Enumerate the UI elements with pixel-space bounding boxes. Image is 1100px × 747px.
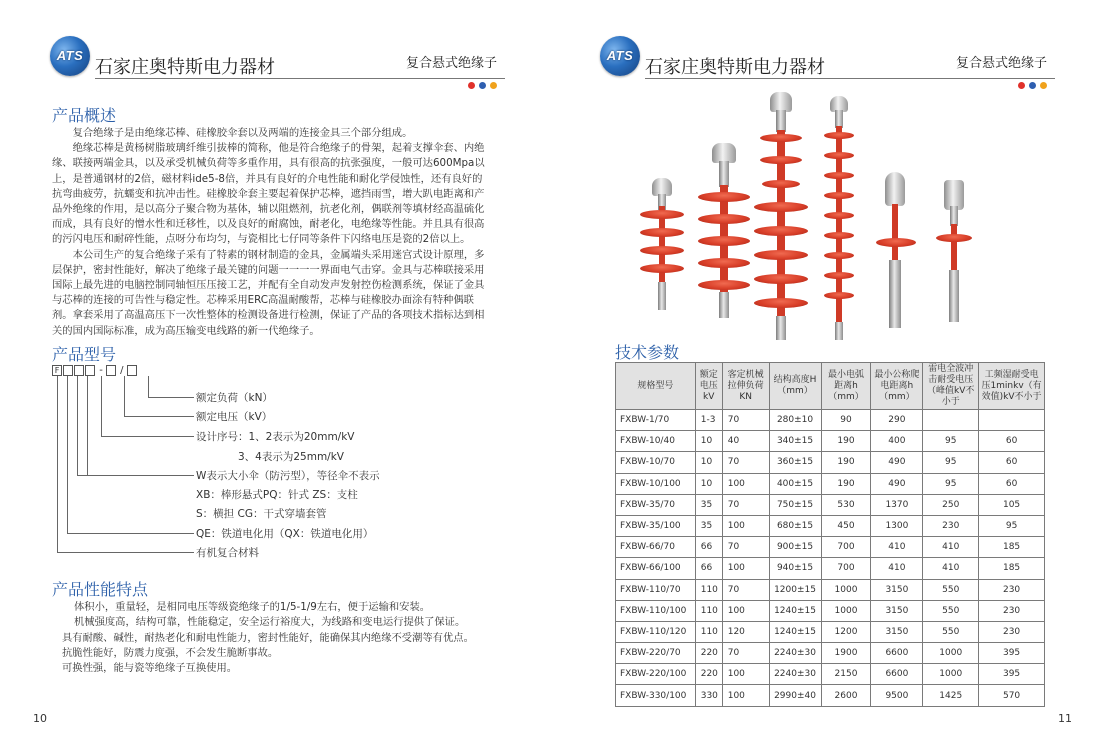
- cell-creepage: 410: [871, 558, 923, 579]
- cell-arc: 700: [821, 537, 871, 558]
- table-row: [616, 431, 1045, 452]
- model-code-separator: /: [120, 365, 124, 376]
- cell-voltage: 110: [695, 600, 722, 621]
- cell-lightning: 95: [923, 473, 979, 494]
- insulator-shed: [754, 202, 808, 212]
- red-dot-icon: [1018, 82, 1025, 89]
- cell-arc: 1000: [821, 579, 871, 600]
- cell-arc: 450: [821, 515, 871, 536]
- insulator-shed: [936, 234, 972, 242]
- cell-model: FXBW-220/100: [616, 664, 696, 685]
- cell-height: 680±15: [769, 515, 821, 536]
- cell-model: FXBW-35/70: [616, 494, 696, 515]
- cell-load: 70: [722, 452, 769, 473]
- cell-height: 2990±40: [769, 685, 821, 706]
- cell-model: FXBW-35/100: [616, 515, 696, 536]
- cell-height: 2240±30: [769, 664, 821, 685]
- cell-arc: 1200: [821, 621, 871, 642]
- table-row: [616, 473, 1045, 494]
- blue-dot-icon: [1029, 82, 1036, 89]
- insulator-shed: [824, 152, 854, 159]
- overview-title: 产品概述: [52, 106, 117, 125]
- insulator-shed: [754, 226, 808, 236]
- insulator-shed: [762, 180, 800, 188]
- right-header: [600, 36, 1055, 80]
- cell-model: FXBW-66/70: [616, 537, 696, 558]
- insulator-end-fitting: [949, 270, 959, 322]
- cell-arc: 190: [821, 473, 871, 494]
- model-line-type-2: S：横担 CG：干式穿墙套管: [196, 508, 327, 520]
- insulator-end-fitting: [776, 316, 786, 340]
- model-code-separator: -: [99, 365, 103, 376]
- cell-wet: 60: [979, 452, 1045, 473]
- table-row: [616, 600, 1045, 621]
- feature-item: 具有耐酸、碱性，耐热老化和耐电性能力，密封性能好，能确保其内绝缘不受潮等有优点。: [62, 631, 474, 644]
- cell-lightning: 95: [923, 431, 979, 452]
- model-line-shed: W表示大小伞（防污型），等径伞不表示: [196, 470, 380, 482]
- insulator-shed: [640, 264, 684, 273]
- cell-model: FXBW-110/70: [616, 579, 696, 600]
- cell-load: 100: [722, 600, 769, 621]
- cell-wet: 230: [979, 579, 1045, 600]
- cell-load: 70: [722, 494, 769, 515]
- blue-dot-icon: [479, 82, 486, 89]
- cell-wet: 230: [979, 621, 1045, 642]
- cell-height: 900±15: [769, 537, 821, 558]
- cell-lightning: [923, 410, 979, 431]
- model-title: 产品型号: [52, 345, 117, 364]
- model-box: [106, 365, 116, 376]
- table-row: [616, 515, 1045, 536]
- cell-load: 40: [722, 431, 769, 452]
- insulator-shed: [754, 250, 808, 260]
- insulator-cap: [712, 143, 736, 163]
- cell-creepage: 3150: [871, 600, 923, 621]
- insulator-shed: [760, 134, 802, 142]
- table-row: [616, 452, 1045, 473]
- model-box: [85, 365, 95, 376]
- insulator-shed: [698, 280, 750, 290]
- cell-creepage: 9500: [871, 685, 923, 706]
- spec-table-body: [616, 410, 1045, 707]
- cell-creepage: 3150: [871, 579, 923, 600]
- cell-lightning: 550: [923, 621, 979, 642]
- cell-load: 70: [722, 579, 769, 600]
- table-header-row: [616, 363, 1045, 410]
- cell-voltage: 35: [695, 515, 722, 536]
- insulator-shed: [754, 274, 808, 284]
- cell-voltage: 66: [695, 537, 722, 558]
- cell-wet: 395: [979, 664, 1045, 685]
- cell-creepage: 6600: [871, 664, 923, 685]
- insulator-shed: [876, 238, 916, 247]
- cell-arc: 1000: [821, 600, 871, 621]
- logo-text: ATS: [606, 48, 634, 63]
- cell-load: 70: [722, 643, 769, 664]
- cell-lightning: 1000: [923, 664, 979, 685]
- cell-wet: 60: [979, 431, 1045, 452]
- header-wet: 工频湿耐受电压1minkv（有效值)kV不小于: [979, 363, 1045, 410]
- feature-item: 体积小，重量轻，是相同电压等级瓷绝缘子的1/5-1/9左右，便于运输和安装。: [74, 601, 431, 613]
- cell-creepage: 290: [871, 410, 923, 431]
- logo-text: ATS: [56, 48, 84, 63]
- cell-height: 940±15: [769, 558, 821, 579]
- orange-dot-icon: [1040, 82, 1047, 89]
- company-name: 石家庄奥特斯电力器材: [645, 57, 825, 78]
- cell-model: FXBW-66/100: [616, 558, 696, 579]
- insulator-end-fitting: [835, 322, 843, 340]
- cell-height: 340±15: [769, 431, 821, 452]
- cell-creepage: 1370: [871, 494, 923, 515]
- ats-globe-logo-icon: [600, 36, 640, 76]
- cell-wet: 60: [979, 473, 1045, 494]
- cell-voltage: 66: [695, 558, 722, 579]
- company-name: 石家庄奥特斯电力器材: [95, 57, 275, 78]
- overview-paragraph-2: 绝缘芯棒是黄杨树脂玻璃纤维引拔棒的简称，他是符合绝缘子的骨架，起着支撑伞套、内绝缘、联接两端金具，以及承受机械负荷等多重作用，具有很高的抗张强度，一般可达600Mpa以上，是普通钢材的2倍，磁材料ide5-8倍，并具有良好的介电性能和耐化学侵蚀性，还有良好的抗弯曲疲劳，抗蠕变和抗冲击性。硅橡胶伞套主要起着保护芯棒，遮挡雨雪，增大趴电距离和产品外绝缘的作用，是以高分子聚合物为基体，辅以阻燃剂，抗老化剂，偶联剂等填材经高温硫化而成，具有良好的憎水性和迁移性，以及良好的耐腐蚀，耐老化，电绝缘等性能。并且具有很高的污闪电压和耐碎性能，点呀分布均匀，与瓷相比七仔同等条件下闪络电压是瓷的2倍以上。: [52, 142, 485, 246]
- cell-voltage: 110: [695, 621, 722, 642]
- cell-model: FXBW-10/70: [616, 452, 696, 473]
- cell-lightning: 550: [923, 600, 979, 621]
- header-creepage: 最小公称爬电距离h（mm）: [871, 363, 923, 410]
- cell-creepage: 1300: [871, 515, 923, 536]
- leader-line: [148, 376, 194, 398]
- red-dot-icon: [468, 82, 475, 89]
- ats-globe-logo-icon: [50, 36, 90, 76]
- spec-table: [615, 362, 1045, 707]
- table-row: [616, 579, 1045, 600]
- model-code: [52, 365, 138, 377]
- model-box: [63, 365, 73, 376]
- cell-load: 120: [722, 621, 769, 642]
- cell-model: FXBW-220/70: [616, 643, 696, 664]
- features-list: [62, 600, 502, 676]
- cell-height: 360±15: [769, 452, 821, 473]
- insulator-shed: [698, 236, 750, 246]
- cell-lightning: 410: [923, 558, 979, 579]
- insulator-end-fitting: [719, 161, 729, 187]
- cell-arc: 90: [821, 410, 871, 431]
- cell-height: 400±15: [769, 473, 821, 494]
- cell-wet: 185: [979, 537, 1045, 558]
- insulator-end-fitting: [658, 282, 666, 310]
- model-line-design-1: 设计序号：1、2表示为20mm/kV: [196, 431, 355, 443]
- cell-arc: 1900: [821, 643, 871, 664]
- cell-voltage: 1-3: [695, 410, 722, 431]
- cell-lightning: 95: [923, 452, 979, 473]
- model-line-load: 额定负荷（kN）: [196, 392, 273, 404]
- model-line-type-1: XB：棒形悬式PQ：针式 ZS：支柱: [196, 489, 358, 501]
- cell-height: 1240±15: [769, 621, 821, 642]
- header-divider: [645, 78, 1055, 79]
- cell-height: 1200±15: [769, 579, 821, 600]
- model-line-design-2: 3、4表示为25mm/kV: [238, 451, 344, 463]
- insulator-cap: [770, 92, 792, 112]
- features-title: 产品性能特点: [52, 580, 149, 599]
- table-row: [616, 664, 1045, 685]
- model-line-voltage: 额定电压（kV）: [196, 411, 273, 423]
- header-divider: [95, 78, 505, 79]
- table-row: [616, 685, 1045, 706]
- cell-height: 2240±30: [769, 643, 821, 664]
- cell-load: 100: [722, 515, 769, 536]
- header-arc: 最小电弧距离h（mm）: [821, 363, 871, 410]
- cell-load: 70: [722, 537, 769, 558]
- model-code-letter: F: [52, 365, 62, 376]
- model-box: [127, 365, 137, 376]
- cell-creepage: 3150: [871, 621, 923, 642]
- cell-model: FXBW-10/100: [616, 473, 696, 494]
- cell-wet: 570: [979, 685, 1045, 706]
- cell-lightning: 550: [923, 579, 979, 600]
- page-number: 10: [33, 712, 47, 725]
- header-lightning: 雷电全波冲击耐受电压（峰值kV不小于: [923, 363, 979, 410]
- cell-arc: 2150: [821, 664, 871, 685]
- model-line-material: 有机复合材料: [196, 547, 259, 559]
- overview-paragraph-1: 复合绝缘子是由绝缘芯棒、硅橡胶伞套以及两端的连接金具三个部分组成。: [72, 127, 413, 139]
- cell-wet: 230: [979, 600, 1045, 621]
- insulator-shed: [640, 246, 684, 255]
- cell-creepage: 410: [871, 537, 923, 558]
- cell-voltage: 330: [695, 685, 722, 706]
- page-number: 11: [1058, 712, 1072, 725]
- feature-item: 可换性强，能与瓷等绝缘子互换使用。: [62, 662, 238, 675]
- cell-height: 1240±15: [769, 600, 821, 621]
- insulator-shed: [824, 232, 854, 239]
- table-row: [616, 494, 1045, 515]
- insulator-shed: [640, 228, 684, 237]
- header-height: 结构高度H（mm）: [769, 363, 821, 410]
- cell-load: 100: [722, 473, 769, 494]
- cell-voltage: 35: [695, 494, 722, 515]
- cell-arc: 700: [821, 558, 871, 579]
- insulator-shed: [698, 214, 750, 224]
- insulator-shed: [824, 272, 854, 279]
- cell-voltage: 220: [695, 664, 722, 685]
- insulator-core: [892, 204, 898, 264]
- cell-wet: [979, 410, 1045, 431]
- cell-model: FXBW-1/70: [616, 410, 696, 431]
- table-row: [616, 643, 1045, 664]
- cell-load: 70: [722, 410, 769, 431]
- cell-height: 280±10: [769, 410, 821, 431]
- insulator-end-fitting: [776, 110, 786, 132]
- cell-load: 100: [722, 558, 769, 579]
- tech-params-title: 技术参数: [615, 343, 680, 362]
- cell-wet: 95: [979, 515, 1045, 536]
- cell-wet: 105: [979, 494, 1045, 515]
- header-voltage: 额定电压kV: [695, 363, 722, 410]
- cell-lightning: 230: [923, 515, 979, 536]
- cell-lightning: 1000: [923, 643, 979, 664]
- table-row: [616, 558, 1045, 579]
- insulator-shed: [824, 192, 854, 199]
- insulator-core: [951, 224, 957, 274]
- insulator-shed: [640, 210, 684, 219]
- cell-wet: 395: [979, 643, 1045, 664]
- model-box: [74, 365, 84, 376]
- insulator-end-fitting: [950, 206, 958, 226]
- cell-model: FXBW-10/40: [616, 431, 696, 452]
- cell-arc: 190: [821, 431, 871, 452]
- insulator-shed: [698, 258, 750, 268]
- cell-wet: 185: [979, 558, 1045, 579]
- cell-load: 100: [722, 685, 769, 706]
- insulator-shed: [698, 192, 750, 202]
- cell-arc: 190: [821, 452, 871, 473]
- table-row: [616, 537, 1045, 558]
- cell-voltage: 10: [695, 473, 722, 494]
- product-title: 复合悬式绝缘子: [405, 56, 497, 71]
- header-load: 客定机械拉伸负荷KN: [722, 363, 769, 410]
- cell-creepage: 400: [871, 431, 923, 452]
- insulator-shed: [760, 156, 802, 164]
- header-model: 规格型号: [616, 363, 696, 410]
- overview-paragraph-3: 本公司生产的复合绝缘子采有了特素的钢材制造的金具，金属端头采用迷宫式设计原理，多层保护，密封性能好，解决了绝缘子最关键的问题一一一一界面电气击穿。金具与芯棒联接采用国际上最先进的电脑控制同轴恒压压接工艺，并配有全自动发声发射控伤检测系统，保证了金具与芯棒的连接的可告性与稳定性。芯棒采用ERC高温耐酸帮，芯棒与硅橡胶办面涂有特种偶联剂。拿套采用了高温高压下一次性整体的检测设备进行检测，保证了产品的各项技术指标达到相关的国内国际标准，成为高压输变电线路的新一代绝缘子。: [52, 248, 485, 337]
- cell-voltage: 10: [695, 431, 722, 452]
- cell-voltage: 220: [695, 643, 722, 664]
- insulator-shed: [824, 252, 854, 259]
- insulator-shed: [754, 298, 808, 308]
- insulator-shed: [824, 172, 854, 179]
- overview-body: [52, 126, 492, 339]
- cell-creepage: 490: [871, 473, 923, 494]
- insulator-clevis: [885, 172, 905, 206]
- cell-model: FXBW-110/120: [616, 621, 696, 642]
- orange-dot-icon: [490, 82, 497, 89]
- insulator-shed: [824, 132, 854, 139]
- cell-load: 100: [722, 664, 769, 685]
- table-row: [616, 410, 1045, 431]
- cell-lightning: 250: [923, 494, 979, 515]
- insulator-end-fitting: [889, 260, 901, 328]
- product-title: 复合悬式绝缘子: [955, 56, 1047, 71]
- insulator-end-fitting: [719, 292, 729, 318]
- model-line-type-3: QE：铁道电化用（QX：铁道电化用）: [196, 528, 374, 540]
- feature-item: 抗脆性能好，防震力度强，不会发生脆断事故。: [62, 646, 279, 659]
- cell-creepage: 490: [871, 452, 923, 473]
- feature-item: 机械强度高，结构可靠，性能稳定，安全运行裕度大，为线路和变电运行提供了保证。: [74, 616, 466, 629]
- cell-voltage: 10: [695, 452, 722, 473]
- cell-lightning: 1425: [923, 685, 979, 706]
- insulator-shed: [824, 292, 854, 299]
- cell-voltage: 110: [695, 579, 722, 600]
- cell-model: FXBW-110/100: [616, 600, 696, 621]
- cell-arc: 2600: [821, 685, 871, 706]
- cell-height: 750±15: [769, 494, 821, 515]
- cell-creepage: 6600: [871, 643, 923, 664]
- insulator-shed: [824, 212, 854, 219]
- table-row: [616, 621, 1045, 642]
- cell-lightning: 410: [923, 537, 979, 558]
- left-header: [50, 36, 505, 80]
- cell-model: FXBW-330/100: [616, 685, 696, 706]
- cell-arc: 530: [821, 494, 871, 515]
